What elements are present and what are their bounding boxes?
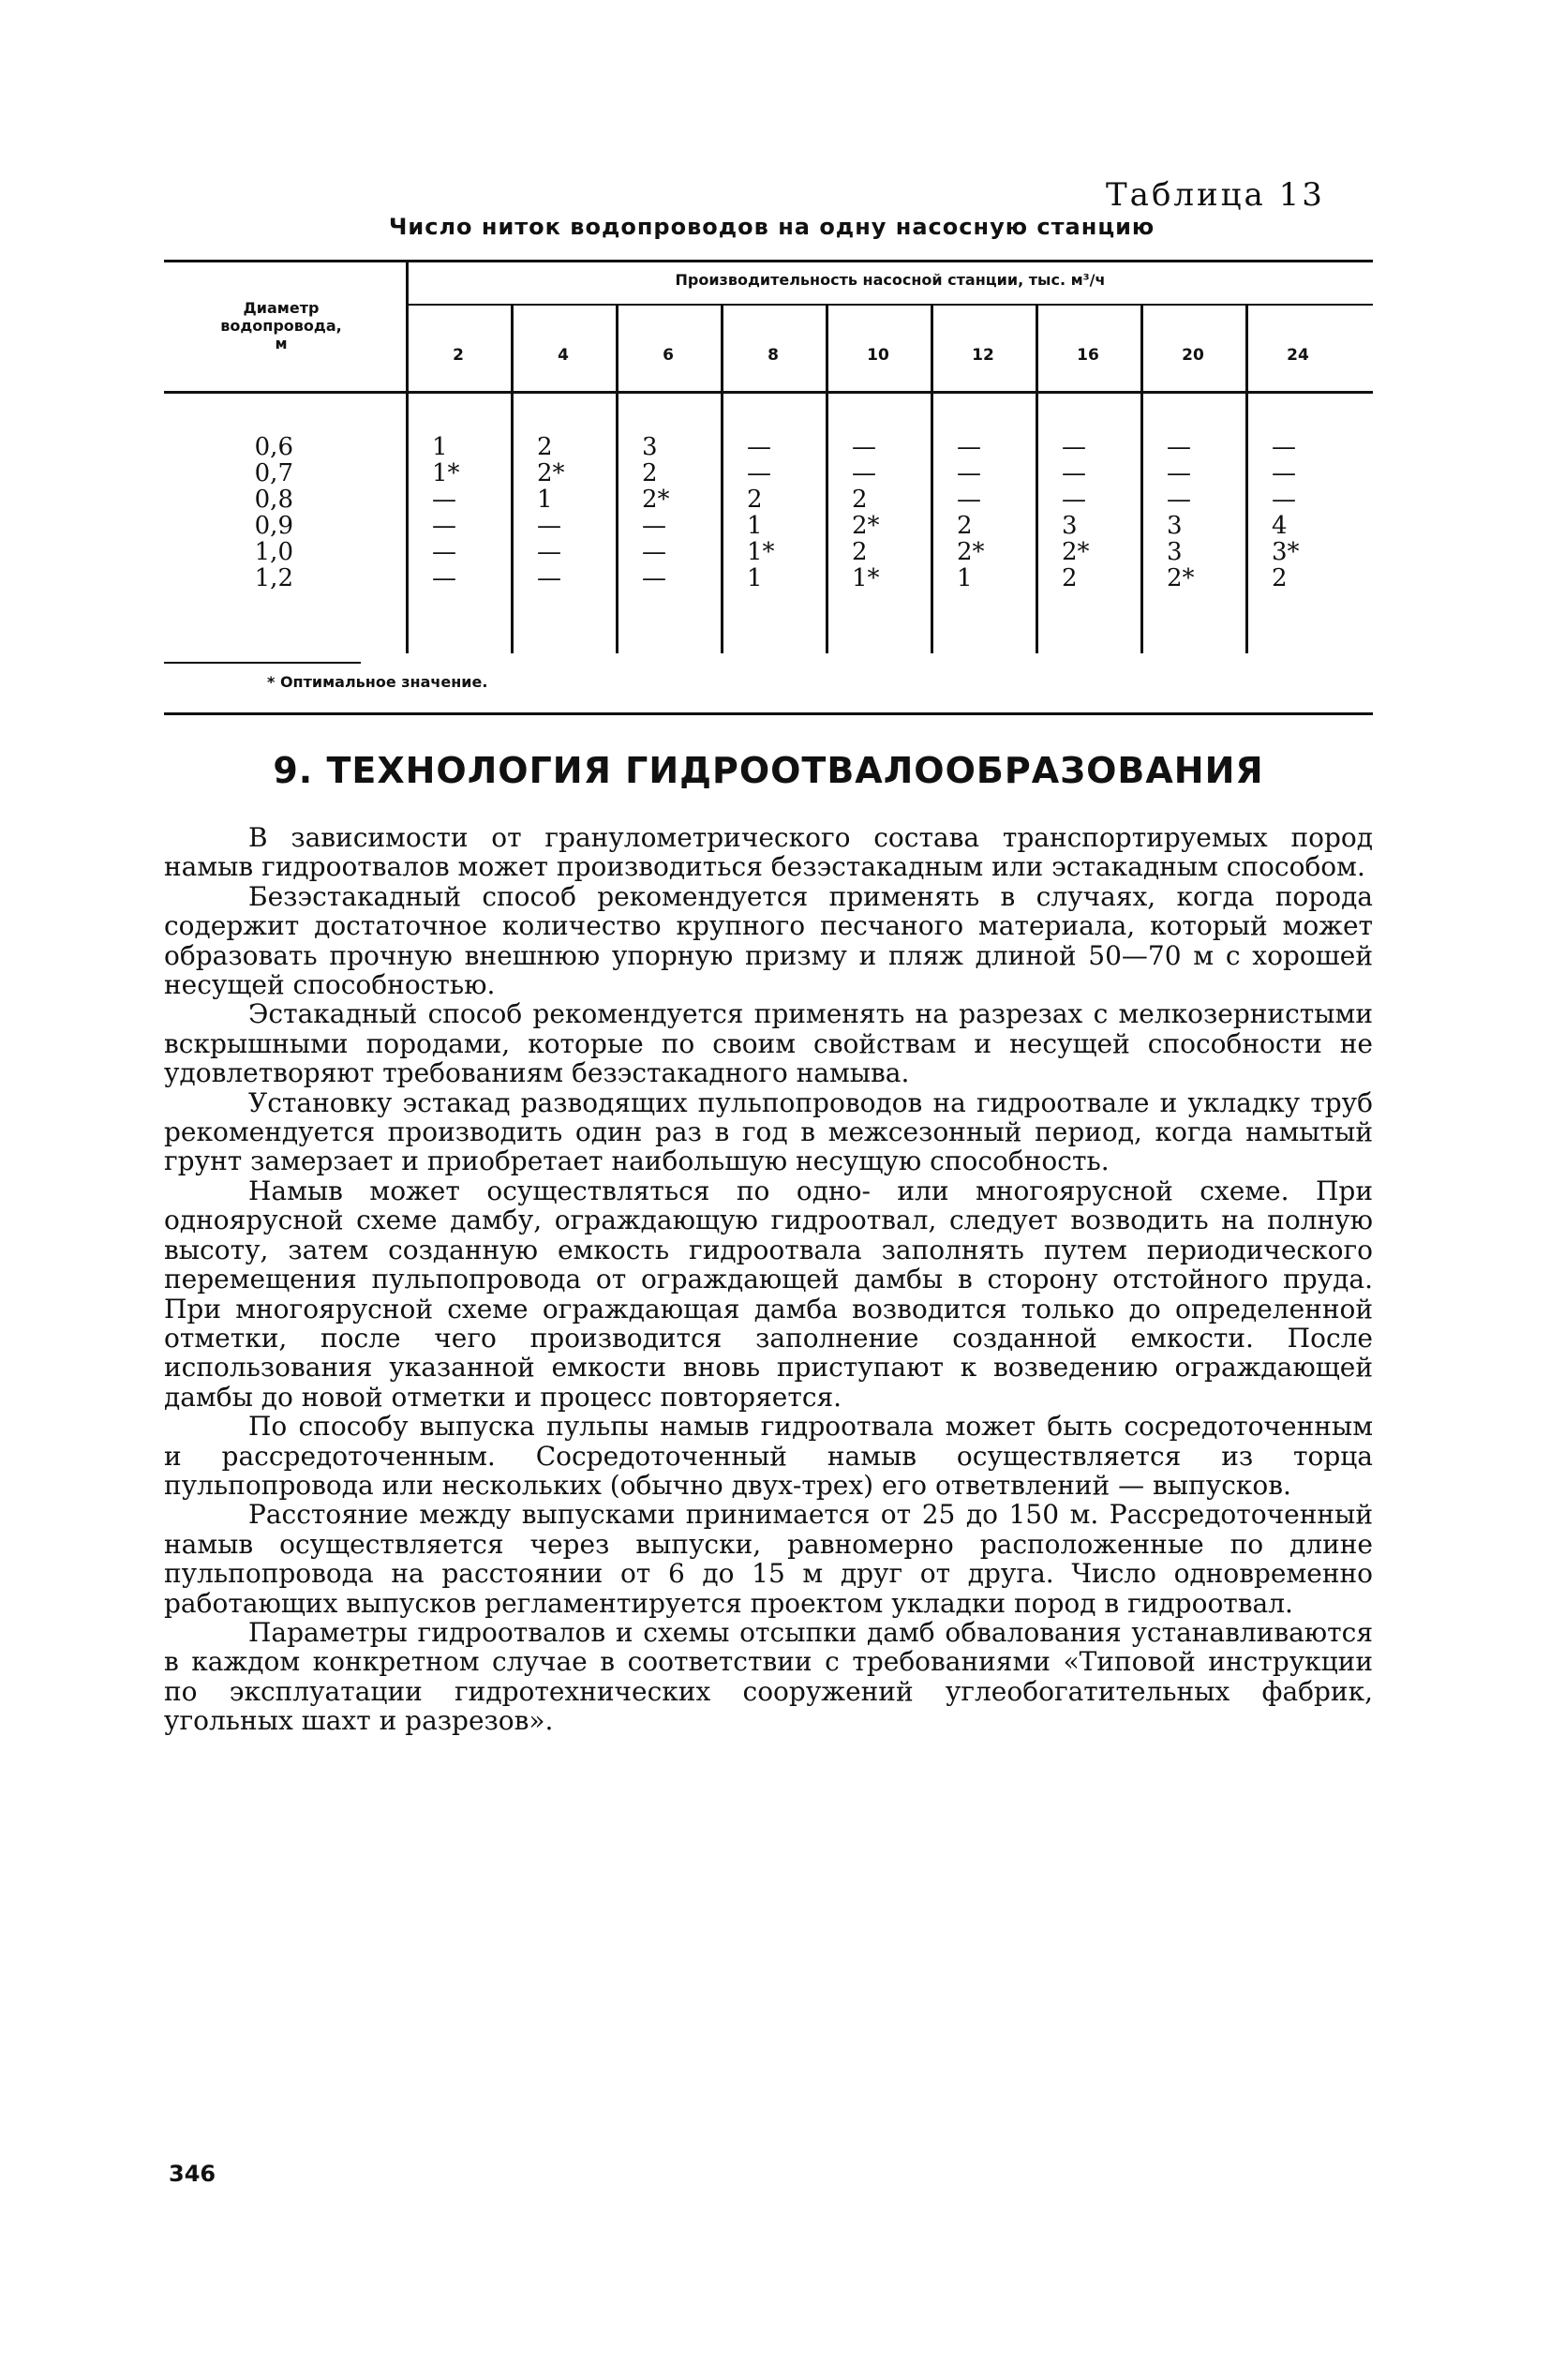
column-header: 4 <box>558 346 569 365</box>
paragraph: В зависимости от гранулометрического состава транспортируемых пород намыв гидроотвалов может производиться безэстакадным или эстакадным способом. <box>164 822 1373 883</box>
table-cell: 2* <box>642 486 670 514</box>
table-cell: 1* <box>852 564 880 592</box>
column-header: 12 <box>972 346 994 365</box>
diameter-cell: 0,7 <box>254 459 293 487</box>
diameter-header <box>164 299 398 352</box>
table-cell: — <box>642 538 666 566</box>
table-cell: — <box>1062 486 1086 514</box>
productivity-rule <box>406 304 1373 306</box>
table-cell: — <box>1167 433 1191 461</box>
paragraph: Намыв может осуществляться по одно- или многоярусной схеме. При одноярусной схеме дамбу, ограждающую гидроотвал, следует возводить на полную высоту, затем созданную емкость гидроотвала заполнять путем периодического перемещения пульпопровода от ограждающей дамбы в сторону отстойного пруда. При многоярусной схеме ограждающая дамба возводится только до определенной отметки, после чего производится заполнение созданной емкости. После использования указанной емкости вновь приступают к возведению ограждающей дамбы до новой отметки и процесс повторяется. <box>164 1175 1373 1413</box>
diameter-cell: 1,2 <box>254 564 293 592</box>
footnote-rule <box>164 662 361 664</box>
table-cell: — <box>747 433 771 461</box>
table-footnote: * Оптимальное значение. <box>267 673 488 691</box>
table-cell: 1 <box>747 512 763 540</box>
table-cell: 3 <box>1167 538 1183 566</box>
table-cell: — <box>1062 459 1086 487</box>
column-header: 8 <box>768 346 779 365</box>
column-rule <box>721 304 723 653</box>
paragraph: Эстакадный способ рекомендуется применять на разрезах с мелкозернистыми вскрышными породами, которые по своим свойствам и несущей способности не удовлетворяют требованиям безэстакадного намыва. <box>164 998 1373 1089</box>
table-cell: — <box>1272 433 1296 461</box>
column-header: 24 <box>1287 346 1309 365</box>
table-cell: — <box>432 538 456 566</box>
section-divider <box>164 712 1373 715</box>
column-rule <box>1140 304 1143 653</box>
table-cell: — <box>1272 459 1296 487</box>
column-rule <box>616 304 619 653</box>
table-cell: 1* <box>747 538 775 566</box>
column-header: 20 <box>1182 346 1204 365</box>
table-cell: — <box>852 433 876 461</box>
table-cell: 2 <box>852 538 868 566</box>
table-cell: 1* <box>432 459 460 487</box>
header-bottom-rule <box>164 391 1373 394</box>
table-cell: 2* <box>537 459 565 487</box>
table-cell: 2 <box>852 486 868 514</box>
column-header: 2 <box>453 346 464 365</box>
column-rule <box>1036 304 1038 653</box>
diameter-cell: 0,6 <box>254 433 293 461</box>
table-cell: — <box>537 538 561 566</box>
diameter-header-line: м <box>275 335 288 352</box>
column-rule <box>1245 304 1248 653</box>
table-cell: — <box>1062 433 1086 461</box>
column-header: 10 <box>867 346 889 365</box>
table-cell: 2* <box>957 538 985 566</box>
table-cell: — <box>747 459 771 487</box>
table-cell: — <box>432 486 456 514</box>
paragraph: По способу выпуска пульпы намыв гидроотвала может быть сосредоточенным и рассредоточенным. Сосредоточенный намыв осуществляется из торца пульпопровода или нескольких (обычно двух-трех) его ответвлений — выпусков. <box>164 1411 1373 1501</box>
table-cell: 3 <box>1167 512 1183 540</box>
productivity-header: Производительность насосной станции, тыс. м³/ч <box>675 271 1106 289</box>
table-cell: — <box>957 486 981 514</box>
table-cell: 2 <box>747 486 763 514</box>
table-cell: — <box>537 512 561 540</box>
diameter-header-line: водопровода, <box>220 317 342 335</box>
paragraph: Установку эстакад разводящих пульпопроводов на гидроотвале и укладку труб рекомендуется производить один раз в год в межсезонный период, когда намытый грунт замерзает и приобретает наибольшую несущую способность. <box>164 1086 1373 1177</box>
table-cell: 3 <box>642 433 658 461</box>
table-cell: 2 <box>537 433 553 461</box>
table-cell: 3* <box>1272 538 1300 566</box>
table-cell: — <box>537 564 561 592</box>
paragraph: Расстояние между выпусками принимается от 25 до 150 м. Рассредоточенный намыв осуществляется через выпуски, равномерно расположенные по длине пульпопровода на расстоянии от 6 до 15 м друг от друга. Число одновременно работающих выпусков регламентируется проектом укладки пород в гидроотвал. <box>164 1499 1373 1619</box>
table-cell: 2 <box>642 459 658 487</box>
data-table <box>164 260 1373 663</box>
table-cell: 3 <box>1062 512 1078 540</box>
diameter-cell: 0,9 <box>254 512 293 540</box>
table-cell: 2* <box>1167 564 1195 592</box>
table-cell: — <box>852 459 876 487</box>
diameter-cell: 1,0 <box>254 538 293 566</box>
table-cell: 2* <box>852 512 880 540</box>
body-text <box>164 823 1373 1736</box>
section-title: 9. ТЕХНОЛОГИЯ ГИДРООТВАЛООБРАЗОВАНИЯ <box>273 750 1264 791</box>
paragraph: Безэстакадный способ рекомендуется применять в случаях, когда порода содержит достаточное количество крупного песчаного материала, который может образовать прочную внешнюю упорную призму и пляж длиной 50—70 м с хорошей несущей способностью. <box>164 880 1373 1001</box>
table-cell: — <box>432 564 456 592</box>
table-top-rule <box>164 260 1373 262</box>
table-cell: — <box>1272 486 1296 514</box>
table-cell: 4 <box>1272 512 1288 540</box>
table-cell: 1 <box>957 564 973 592</box>
page-number: 346 <box>169 2161 216 2187</box>
column-header: 6 <box>663 346 674 365</box>
table-cell: — <box>642 564 666 592</box>
table-cell: — <box>957 433 981 461</box>
column-header: 16 <box>1077 346 1099 365</box>
table-cell: 2 <box>1272 564 1288 592</box>
table-cell: 1 <box>432 433 448 461</box>
table-cell: — <box>1167 459 1191 487</box>
table-cell: 2 <box>957 512 973 540</box>
column-rule <box>511 304 514 653</box>
table-cell: — <box>1167 486 1191 514</box>
column-rule <box>826 304 828 653</box>
diameter-header-line: Диаметр <box>243 299 320 317</box>
diameter-cell: 0,8 <box>254 486 293 514</box>
column-rule <box>931 304 933 653</box>
table-cell: 2* <box>1062 538 1090 566</box>
table-caption: Число ниток водопроводов на одну насосную станцию <box>389 214 1155 240</box>
table-cell: — <box>957 459 981 487</box>
table-label: Таблица 13 <box>1106 176 1325 214</box>
table-cell: — <box>432 512 456 540</box>
paragraph: Параметры гидроотвалов и схемы отсыпки дамб обвалования устанавливаются в каждом конкретном случае в соответствии с требованиями «Типовой инструкции по эксплуатации гидротехнических сооружений углеобогатительных фабрик, угольных шахт и разрезов». <box>164 1616 1373 1737</box>
table-cell: 2 <box>1062 564 1078 592</box>
column-rule <box>406 260 409 653</box>
table-cell: 1 <box>747 564 763 592</box>
table-cell: — <box>642 512 666 540</box>
table-cell: 1 <box>537 486 553 514</box>
